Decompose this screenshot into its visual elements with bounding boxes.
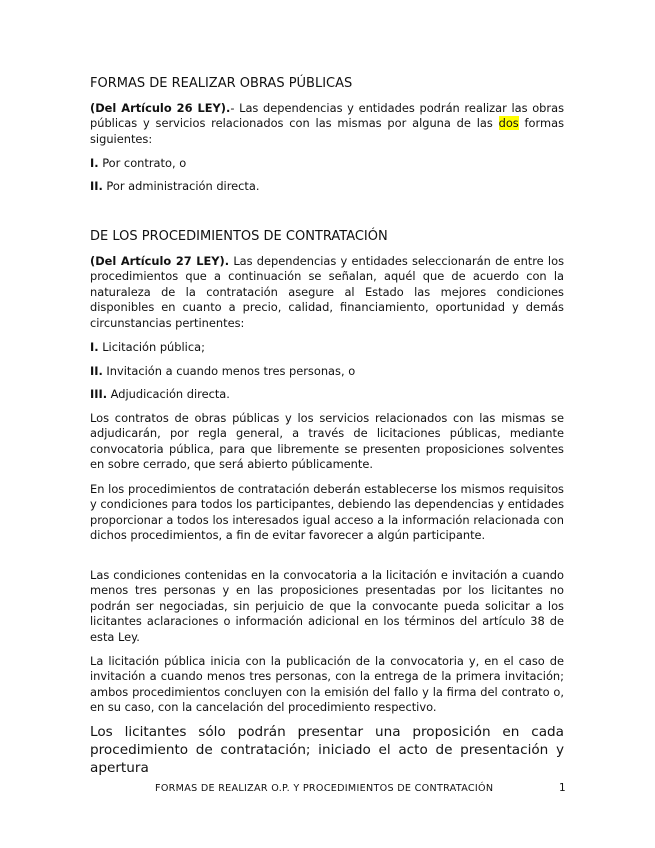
articulo-27-text: Las dependencias y entidades seleccionarán de entre los procedimientos que a continuación se señalan, aquél que de acuerdo con la naturaleza de la contratación asegure al Estado las mejores condiciones disponibles en cuanto a precio, calidad, financiamiento, oportunidad y demás circunstancias pertinentes:: [90, 254, 564, 330]
section-title-formas: FORMAS DE REALIZAR OBRAS PÚBLICAS: [90, 76, 353, 91]
list-item-invitacion: [90, 364, 564, 379]
paragraph-requisitos: En los procedimientos de contratación deberán establecerse los mismos requisitos y condiciones para todos los participantes, debiendo las dependencias y entidades proporcionar a todos los interesados igual acceso a la información relacionada con dichos procedimientos, a fin de evitar favorecer a algún participante.: [90, 482, 564, 543]
paragraph-licitantes: Los licitantes sólo podrán presentar una proposición en cada procedimiento de contratación; iniciado el acto de presentación y apertura: [90, 724, 564, 776]
page-footer: FORMAS DE REALIZAR O.P. Y PROCEDIMIENTOS DE CONTRATACIÓN: [155, 783, 494, 794]
list-number: III.: [90, 387, 108, 401]
list-item-licitacion: [90, 340, 564, 355]
articulo-26-text-end: formas siguientes:: [90, 116, 565, 146]
section-title-procedimientos: DE LOS PROCEDIMIENTOS DE CONTRATACIÓN: [90, 229, 388, 244]
list-item-administracion: [90, 179, 564, 194]
page-number: 1: [559, 782, 566, 794]
list-number: II.: [90, 364, 103, 378]
list-number: I.: [90, 156, 99, 170]
list-item-contrato: [90, 156, 564, 171]
articulo-27-ref: (Del Artículo 27 LEY).: [90, 254, 230, 268]
list-item-adjudicacion: [90, 387, 564, 402]
paragraph-contratos: Los contratos de obras públicas y los servicios relacionados con las mismas se adjudicarán, por regla general, a través de licitaciones públicas, mediante convocatoria pública, para que libremente se presenten proposiciones solventes en sobre cerrado, que será abierto públicamente.: [90, 411, 564, 472]
highlighted-word: dos: [498, 116, 519, 131]
articulo-26-paragraph: [90, 101, 564, 147]
list-number: I.: [90, 340, 99, 354]
paragraph-condiciones: Las condiciones contenidas en la convocatoria a la licitación e invitación a cuando menos tres personas y en las proposiciones presentadas por los licitantes no podrán ser negociadas, sin perjuicio de que la convocante pueda solicitar a los licitantes aclaraciones o información adicional en los términos del artículo 38 de esta Ley.: [90, 568, 564, 644]
list-text: Por contrato, o: [98, 156, 187, 170]
list-number: II.: [90, 179, 103, 193]
list-text: Invitación a cuando menos tres personas, o: [102, 364, 356, 378]
articulo-26-text: - Las dependencias y entidades podrán realizar las obras públicas y servicios relacionados con las mismas por alguna de las: [90, 101, 564, 131]
list-text: Adjudicación directa.: [107, 387, 230, 401]
list-text: Licitación pública;: [98, 340, 205, 354]
articulo-27-paragraph: [90, 254, 564, 331]
list-text: Por administración directa.: [102, 179, 260, 193]
articulo-26-ref: (Del Artículo 26 LEY).: [90, 101, 231, 115]
paragraph-licitacion-publica: La licitación pública inicia con la publicación de la convocatoria y, en el caso de invitación a cuando menos tres personas, con la entrega de la primera invitación; ambos procedimientos concluyen con la emisión del fallo y la firma del contrato o, en su caso, con la cancelación del procedimiento respectivo.: [90, 654, 564, 715]
